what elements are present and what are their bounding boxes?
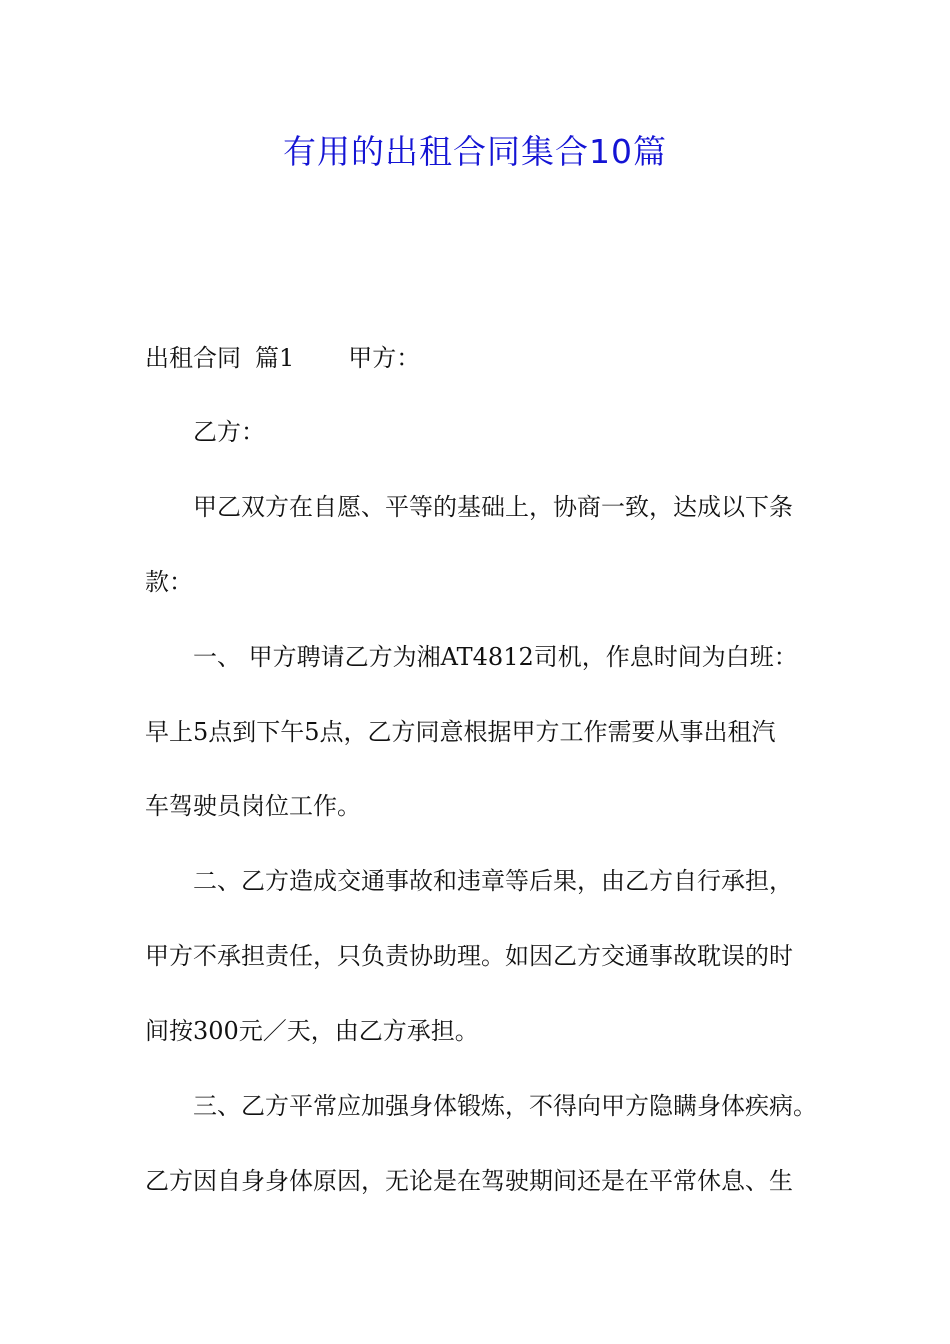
paragraph-line: 乙方因自身身体原因，无论是在驾驶期间还是在平常休息、生	[145, 1167, 793, 1195]
document-title: 有用的出租合同集合10篇	[283, 132, 667, 171]
paragraph-line: 甲乙双方在自愿、平等的基础上，协商一致，达成以下条	[193, 493, 793, 521]
part-label: 篇1	[255, 344, 295, 372]
paragraph-line: 间按300元／天，由乙方承担。	[145, 1017, 479, 1045]
paragraph-line: 三、乙方平常应加强身体锻炼，不得向甲方隐瞒身体疾病。	[193, 1092, 817, 1120]
paragraph-line: 款：	[145, 568, 193, 596]
header-line	[145, 338, 420, 378]
section-label: 出租合同	[145, 344, 241, 372]
paragraph-line: 车驾驶员岗位工作。	[145, 792, 361, 820]
paragraph-line: 早上5点到下午5点，乙方同意根据甲方工作需要从事出租汽	[145, 718, 776, 746]
paragraph-line: 一、 甲方聘请乙方为湘AT4812司机，作息时间为白班：	[193, 643, 798, 671]
paragraph-line: 甲方不承担责任，只负责协助理。如因乙方交通事故耽误的时	[145, 942, 793, 970]
paragraph-line: 二、乙方造成交通事故和违章等后果，由乙方自行承担，	[193, 867, 793, 895]
paragraph-line: 乙方：	[193, 418, 265, 446]
party-a-label: 甲方：	[348, 344, 421, 372]
